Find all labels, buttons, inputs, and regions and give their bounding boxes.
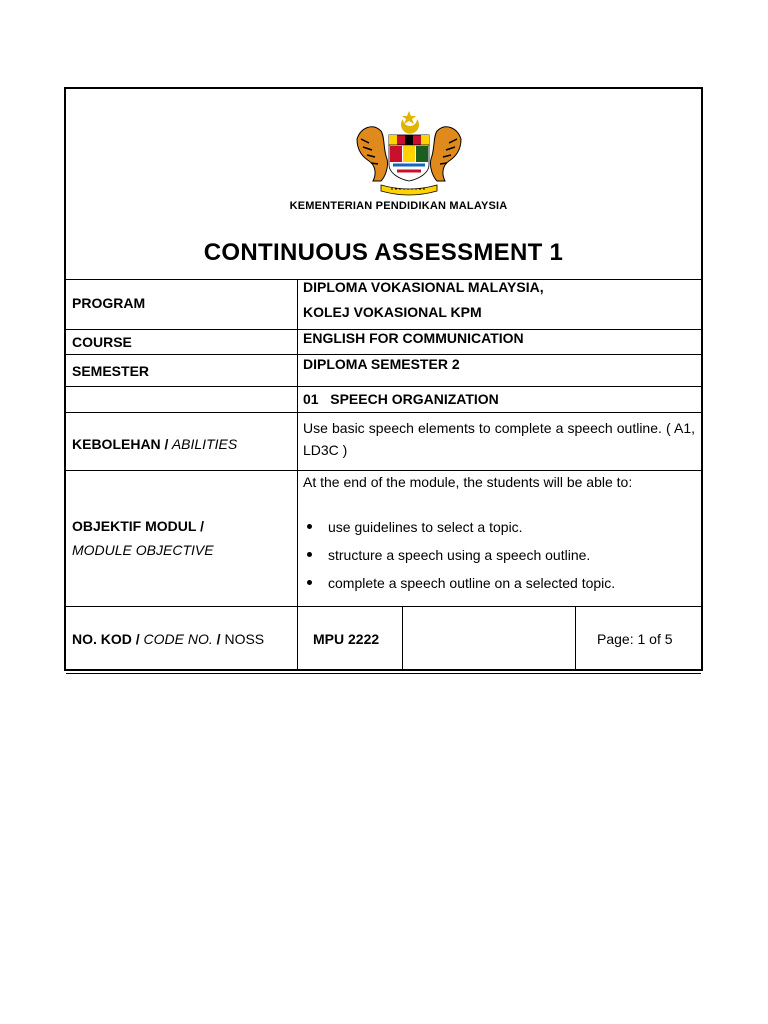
column-divider	[575, 606, 576, 669]
code-label: NO. KOD / CODE NO. / NOSS	[72, 631, 265, 647]
program-value-line2: KOLEJ VOKASIONAL KPM	[303, 304, 482, 320]
assessment-cover-table	[64, 87, 703, 671]
course-value: ENGLISH FOR COMMUNICATION	[303, 330, 524, 346]
objective-list	[303, 516, 615, 600]
row-divider	[66, 386, 701, 387]
abilities-label: KEBOLEHAN / ABILITIES	[72, 436, 238, 452]
abilities-value: Use basic speech elements to complete a speech outline. ( A1, LD3C )	[303, 420, 695, 458]
semester-label: SEMESTER	[72, 363, 150, 379]
header-block	[66, 89, 701, 279]
column-divider	[297, 279, 298, 669]
program-value-line1: DIPLOMA VOKASIONAL MALAYSIA,	[303, 279, 544, 295]
list-item: complete a speech outline on a selected topic.	[303, 572, 615, 600]
malaysia-coat-of-arms-icon	[351, 109, 467, 197]
column-divider	[402, 606, 403, 669]
semester-value: DIPLOMA SEMESTER 2	[303, 356, 460, 372]
row-divider	[66, 606, 701, 607]
page-title: CONTINUOUS ASSESSMENT 1	[203, 239, 564, 266]
list-item: structure a speech using a speech outline.	[303, 544, 615, 572]
row-divider	[66, 412, 701, 413]
objective-label: OBJEKTIF MODUL /	[72, 518, 204, 534]
course-label: COURSE	[72, 334, 132, 350]
objective-intro: At the end of the module, the students will be able to:	[303, 474, 633, 490]
list-item: use guidelines to select a topic.	[303, 516, 615, 544]
module-topic: 01 SPEECH ORGANIZATION	[303, 391, 499, 407]
objective-label-italic: MODULE OBJECTIVE	[72, 542, 214, 558]
code-value: MPU 2222	[313, 631, 380, 647]
program-label: PROGRAM	[72, 295, 146, 311]
ministry-name: KEMENTERIAN PENDIDIKAN MALAYSIA	[289, 200, 508, 212]
page-number: Page: 1 of 5	[597, 631, 673, 647]
